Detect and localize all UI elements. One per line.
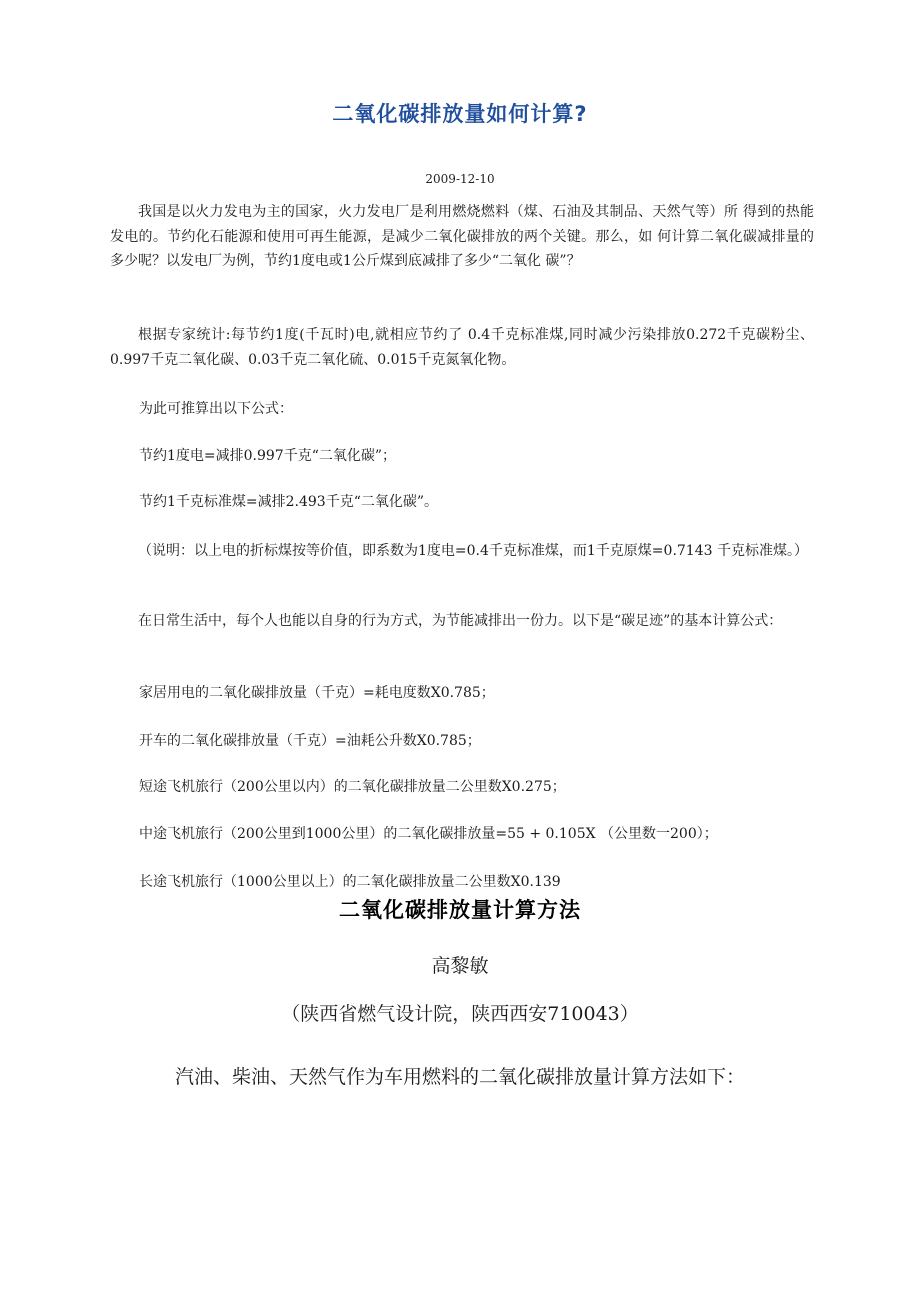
footprint-intro: 在日常生活中，每个人也能以自身的行为方式，为节能减排出一份力。以下是“碳足迹”的基本计算公式： — [138, 613, 783, 629]
footprint-formula-home: 家居用电的二氧化碳排放量（千克）=耗电度数X0.785； — [139, 685, 495, 701]
formula-electricity: 节约1度电=减排0.997千克“二氧化碳”； — [139, 448, 397, 464]
footprint-formula-long-flight: 长途飞机旅行（1000公里以上）的二氧化碳排放量二公里数X0.139 — [139, 874, 561, 890]
derive-intro: 为此可推算出以下公式： — [139, 401, 293, 417]
paper-title: 二氧化碳排放量计算方法 — [339, 898, 581, 922]
formula-coal: 节约1千克标准煤=减排2.493千克“二氧化碳”。 — [139, 494, 439, 510]
paper-author: 高黎敏 — [431, 955, 489, 977]
article-title: 二氧化碳排放量如何计算? — [332, 102, 588, 126]
footprint-formula-medium-flight: 中途飞机旅行（200公里到1000公里）的二氧化碳排放量=55 + 0.105X （公里数一200）； — [139, 826, 718, 842]
footprint-formula-short-flight: 短途飞机旅行（200公里以内）的二氧化碳排放量二公里数X0.275； — [139, 779, 566, 795]
article-paragraph-intro: 我国是以火力发电为主的国家，火力发电厂是利用燃烧燃料（煤、石油及其制品、天然气等）所 得到的热能发电的。节约化石能源和使用可再生能源，是减少二氧化碳排放的两个关键。那么，如 何计算二氧化碳减排量的多少呢？以发电厂为例，节约1度电或1公斤煤到底减排了多少“二氧化 碳”？ — [110, 204, 814, 269]
paper-affiliation: （陕西省燃气设计院，陕西西安710043） — [281, 1003, 639, 1025]
paper-intro: 汽油、柴油、天然气作为车用燃料的二氧化碳排放量计算方法如下： — [175, 1066, 746, 1088]
note-paragraph: （说明：以上电的折标煤按等价值，即系数为1度电=0.4千克标准煤，而1千克原煤=0.7143 千克标准煤。） — [138, 543, 808, 559]
article-paragraph-statistics: 根据专家统计:每节约1度(千瓦时)电,就相应节约了 0.4千克标准煤,同时减少污染排放0.272千克碳粉尘、0.997千克二氧化碳、0.03千克二氧化硫、0.015千克氮氧化物。 — [110, 327, 814, 368]
footprint-formula-car: 开车的二氧化碳排放量（千克）=油耗公升数X0.785； — [139, 733, 481, 749]
article-date: 2009-12-10 — [425, 172, 495, 186]
